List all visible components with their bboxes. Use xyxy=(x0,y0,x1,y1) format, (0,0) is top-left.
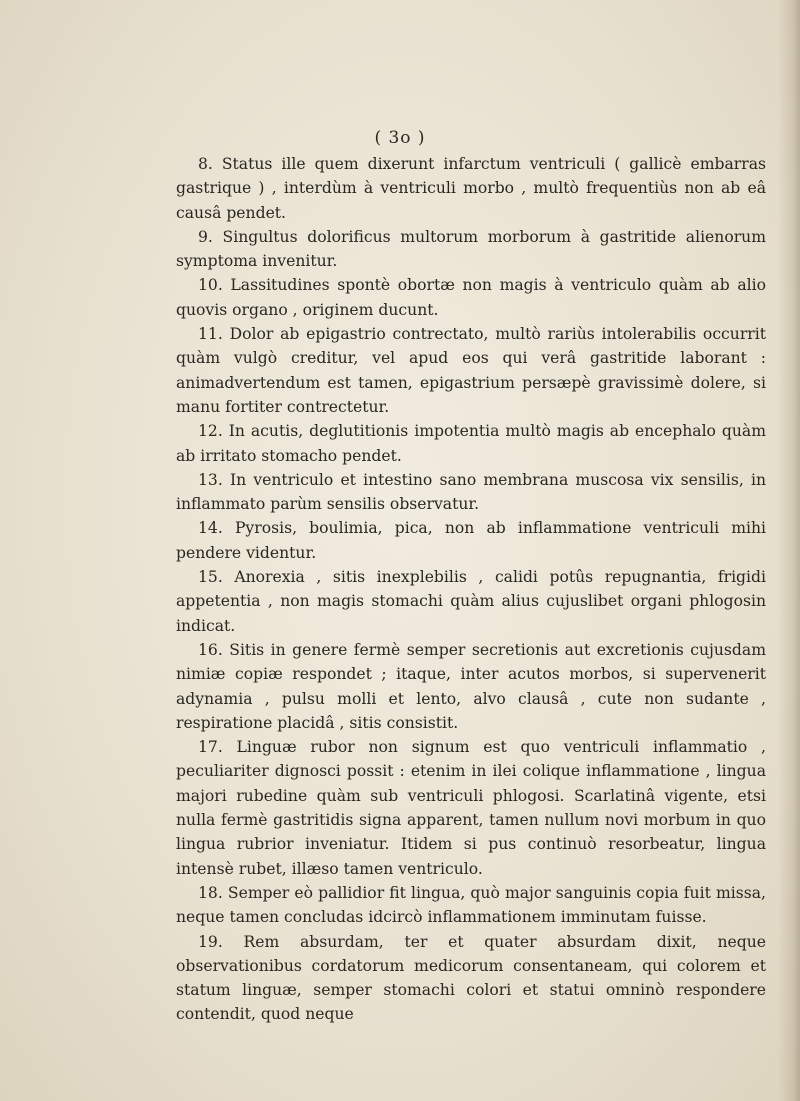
page-number: ( 3o ) xyxy=(374,128,426,148)
paragraph-14: 14. Pyrosis, boulimia, pica, non ab inflammatione ventriculi mihi pendere videntur. xyxy=(176,519,766,562)
paragraph-12: 12. In acutis, deglutitionis impotentia multò magis ab encephalo quàm ab irritato stomacho pendet. xyxy=(176,422,766,465)
paragraph-19: 19. Rem absurdam, ter et quater absurdam dixit, neque observationibus cordatorum medicorum consentaneam, qui colorem et statum linguæ, semper stomachi colori et statui omninò respondere contendit, quod neque xyxy=(176,932,766,1024)
paragraph-13: 13. In ventriculo et intestino sano membrana muscosa vix sensilis, in inflammato parùm sensilis observatur. xyxy=(176,470,766,514)
paragraph-15: 15. Anorexia , sitis inexplebilis , calidi potûs repugnantia, frigidi appetentia , non magis stomachi quàm alius cujuslibet organi phlogosin indicat. xyxy=(176,568,766,635)
paragraph-9: 9. Singultus dolorificus multorum morborum à gastritide alienorum symptoma invenitur. xyxy=(176,227,766,271)
paragraph-8: 8. Status ille quem dixerunt infarctum ventriculi ( gallicè embarras gastrique ) , interdùm à ventriculi morbo , multò frequentiùs non ab eâ causâ pendet. xyxy=(176,155,766,222)
page-edge-shadow xyxy=(778,0,800,1101)
paragraph-17: 17. Linguæ rubor non signum est quo ventriculi inflammatio , peculiariter dignosci possit : etenim in ilei colique inflammatione , lingua majori rubedine quàm sub ventriculi phlogosi. Scarlatinâ vigente, etsi nulla fermè gastritidis signa apparent, tamen nullum novi morbum in quo lingua rubrior inveniatur. Itidem si pus continuò resorbeatur, lingua intensè rubet, illæso tamen ventriculo. xyxy=(176,738,766,878)
paragraph-11: 11. Dolor ab epigastrio contrectato, multò rariùs intolerabilis occurrit quàm vulgò creditur, vel apud eos qui verâ gastritide laborant : animadvertendum est tamen, epigastrium persæpè gravissimè dolere, si manu fortiter contrectetur. xyxy=(176,325,766,416)
paragraph-18: 18. Semper eò pallidior fit lingua, quò major sanguinis copia fuit missa, neque tamen concludas idcircò inflammationem imminutam fuisse. xyxy=(176,883,766,927)
paragraph-16: 16. Sitis in genere fermè semper secretionis aut excretionis cujusdam nimiæ copiæ respondet ; itaque, inter acutos morbos, si supervenerit adynamia , pulsu molli et lento, alvo clausâ , cute non sudante , respiratione placidâ , sitis consistit. xyxy=(176,640,766,732)
body-text xyxy=(176,152,766,1027)
paragraph-10: 10. Lassitudines spontè obortæ non magis à ventriculo quàm ab alio quovis organo , originem ducunt. xyxy=(176,276,766,319)
